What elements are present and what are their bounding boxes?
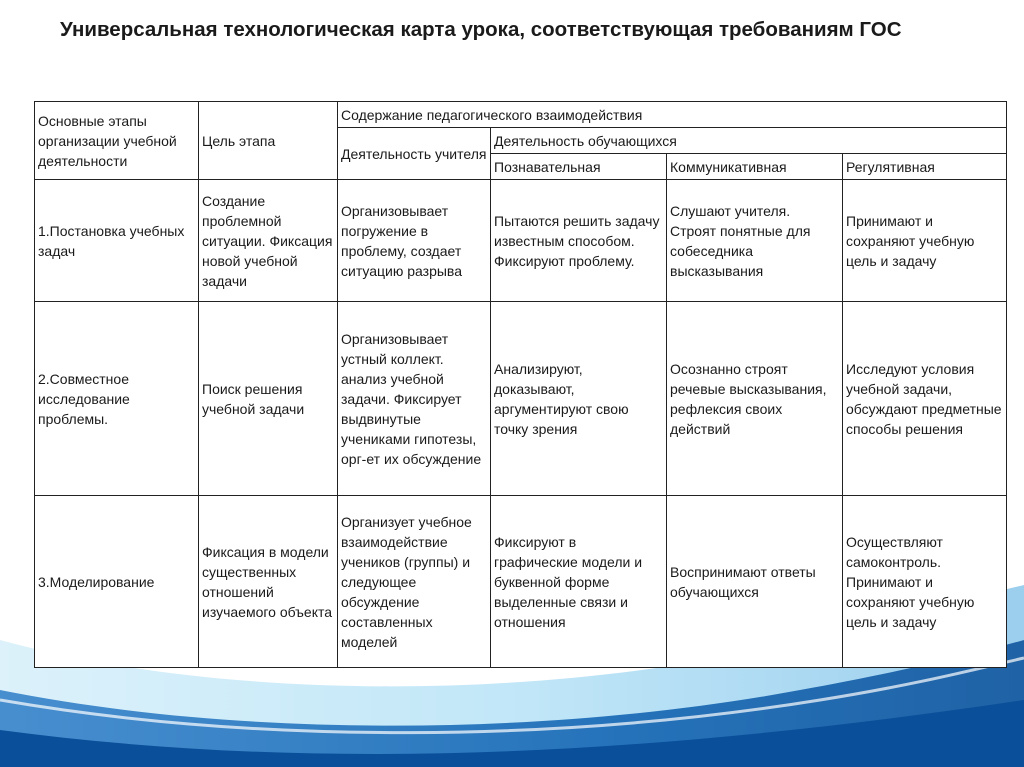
cell-regulative: Осуществляют самоконтроль. Принимают и сохраняют учебную цель и задачу xyxy=(843,496,1007,668)
page-title: Универсальная технологическая карта урока, соответствующая требованиям ГОС xyxy=(60,18,902,41)
cell-cognitive: Пытаются решить задачу известным способом. Фиксируют проблему. xyxy=(491,180,667,302)
cell-cognitive: Анализируют, доказывают, аргументируют свою точку зрения xyxy=(491,302,667,496)
header-content: Содержание педагогического взаимодействия xyxy=(338,102,1007,128)
header-communicative: Коммуникативная xyxy=(667,154,843,180)
cell-teacher: Организовывает погружение в проблему, создает ситуацию разрыва xyxy=(338,180,491,302)
cell-communicative: Воспринимают ответы обучающихся xyxy=(667,496,843,668)
header-regulative: Регулятивная xyxy=(843,154,1007,180)
cell-cognitive: Фиксируют в графические модели и буквенной форме выделенные связи и отношения xyxy=(491,496,667,668)
cell-regulative: Исследуют условия учебной задачи, обсуждают предметные способы решения xyxy=(843,302,1007,496)
cell-teacher: Организовывает устный коллект. анализ учебной задачи. Фиксирует выдвинутые учениками гипотезы, орг-ет их обсуждение xyxy=(338,302,491,496)
cell-regulative: Принимают и сохраняют учебную цель и задачу xyxy=(843,180,1007,302)
cell-teacher: Организует учебное взаимодействие учеников (группы) и следующее обсуждение составленных моделей xyxy=(338,496,491,668)
cell-stage: 1.Постановка учебных задач xyxy=(35,180,199,302)
header-teacher: Деятельность учителя xyxy=(338,128,491,180)
cell-communicative: Осознанно строят речевые высказывания, рефлексия своих действий xyxy=(667,302,843,496)
technology-map-table xyxy=(34,101,1007,668)
cell-goal: Фиксация в модели существенных отношений изучаемого объекта xyxy=(199,496,338,668)
header-stages: Основные этапы организации учебной деятельности xyxy=(35,102,199,180)
table-row xyxy=(35,180,1007,302)
cell-communicative: Слушают учителя. Строят понятные для собеседника высказывания xyxy=(667,180,843,302)
cell-stage: 3.Моделирование xyxy=(35,496,199,668)
header-goal: Цель этапа xyxy=(199,102,338,180)
cell-stage: 2.Совместное исследование проблемы. xyxy=(35,302,199,496)
cell-goal: Поиск решения учебной задачи xyxy=(199,302,338,496)
header-students: Деятельность обучающихся xyxy=(491,128,1007,154)
table-row xyxy=(35,496,1007,668)
cell-goal: Создание проблемной ситуации. Фиксация новой учебной задачи xyxy=(199,180,338,302)
header-cognitive: Познавательная xyxy=(491,154,667,180)
table-row xyxy=(35,302,1007,496)
